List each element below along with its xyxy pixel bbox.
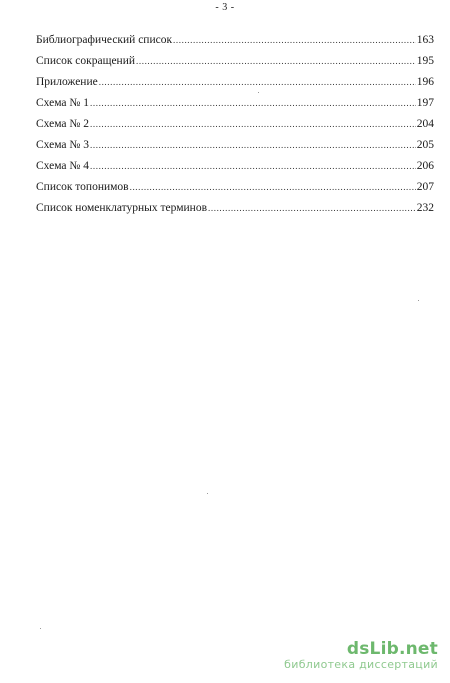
dot-leader — [136, 51, 416, 72]
dot-leader — [90, 135, 416, 156]
toc-entry — [36, 198, 434, 219]
scan-speck — [207, 493, 208, 494]
toc-entry-page: 196 — [416, 76, 434, 88]
dot-leader — [99, 72, 416, 93]
toc-entry-title: Схема № 2 — [36, 118, 90, 130]
dot-leader — [208, 198, 416, 219]
dot-leader — [130, 177, 416, 198]
toc-entry-page: 207 — [416, 181, 434, 193]
toc-entry-title: Схема № 1 — [36, 97, 90, 109]
toc-entry-page: 197 — [416, 97, 434, 109]
dslib-logo: dsLib.net — [346, 639, 438, 660]
toc-entry-title: Схема № 4 — [36, 160, 90, 172]
page-number: - 3 - — [215, 2, 235, 13]
dot-leader — [90, 156, 416, 177]
toc-entry-title: Библиографический список — [36, 34, 173, 46]
toc-entry — [36, 135, 434, 156]
toc-entry-title: Схема № 3 — [36, 139, 90, 151]
toc-entry-page: 204 — [416, 118, 434, 130]
toc-entry — [36, 93, 434, 114]
toc-entry-page: 206 — [416, 160, 434, 172]
dot-leader — [90, 93, 416, 114]
dot-leader — [173, 30, 416, 51]
dslib-watermark — [284, 640, 438, 671]
scan-speck — [258, 92, 259, 93]
scan-speck — [40, 628, 41, 629]
toc-entry-title: Список топонимов — [36, 181, 129, 193]
toc-entry — [36, 156, 434, 177]
toc-entry — [36, 72, 434, 93]
toc-entry — [36, 114, 434, 135]
toc-entry-title: Список номенклатурных терминов — [36, 202, 208, 214]
toc-entry-page: 195 — [416, 55, 434, 67]
toc-entry — [36, 51, 434, 72]
table-of-contents — [36, 30, 434, 219]
toc-entry-title: Приложение — [36, 76, 98, 88]
toc-entry — [36, 177, 434, 198]
toc-entry-title: Список сокращений — [36, 55, 136, 67]
dot-leader — [90, 114, 416, 135]
toc-entry-page: 163 — [416, 34, 434, 46]
scan-speck — [418, 300, 419, 301]
toc-entry-page: 205 — [416, 139, 434, 151]
toc-entry — [36, 30, 434, 51]
toc-entry-page: 232 — [416, 202, 434, 214]
dslib-subtitle: библиотека диссертаций — [284, 657, 438, 671]
